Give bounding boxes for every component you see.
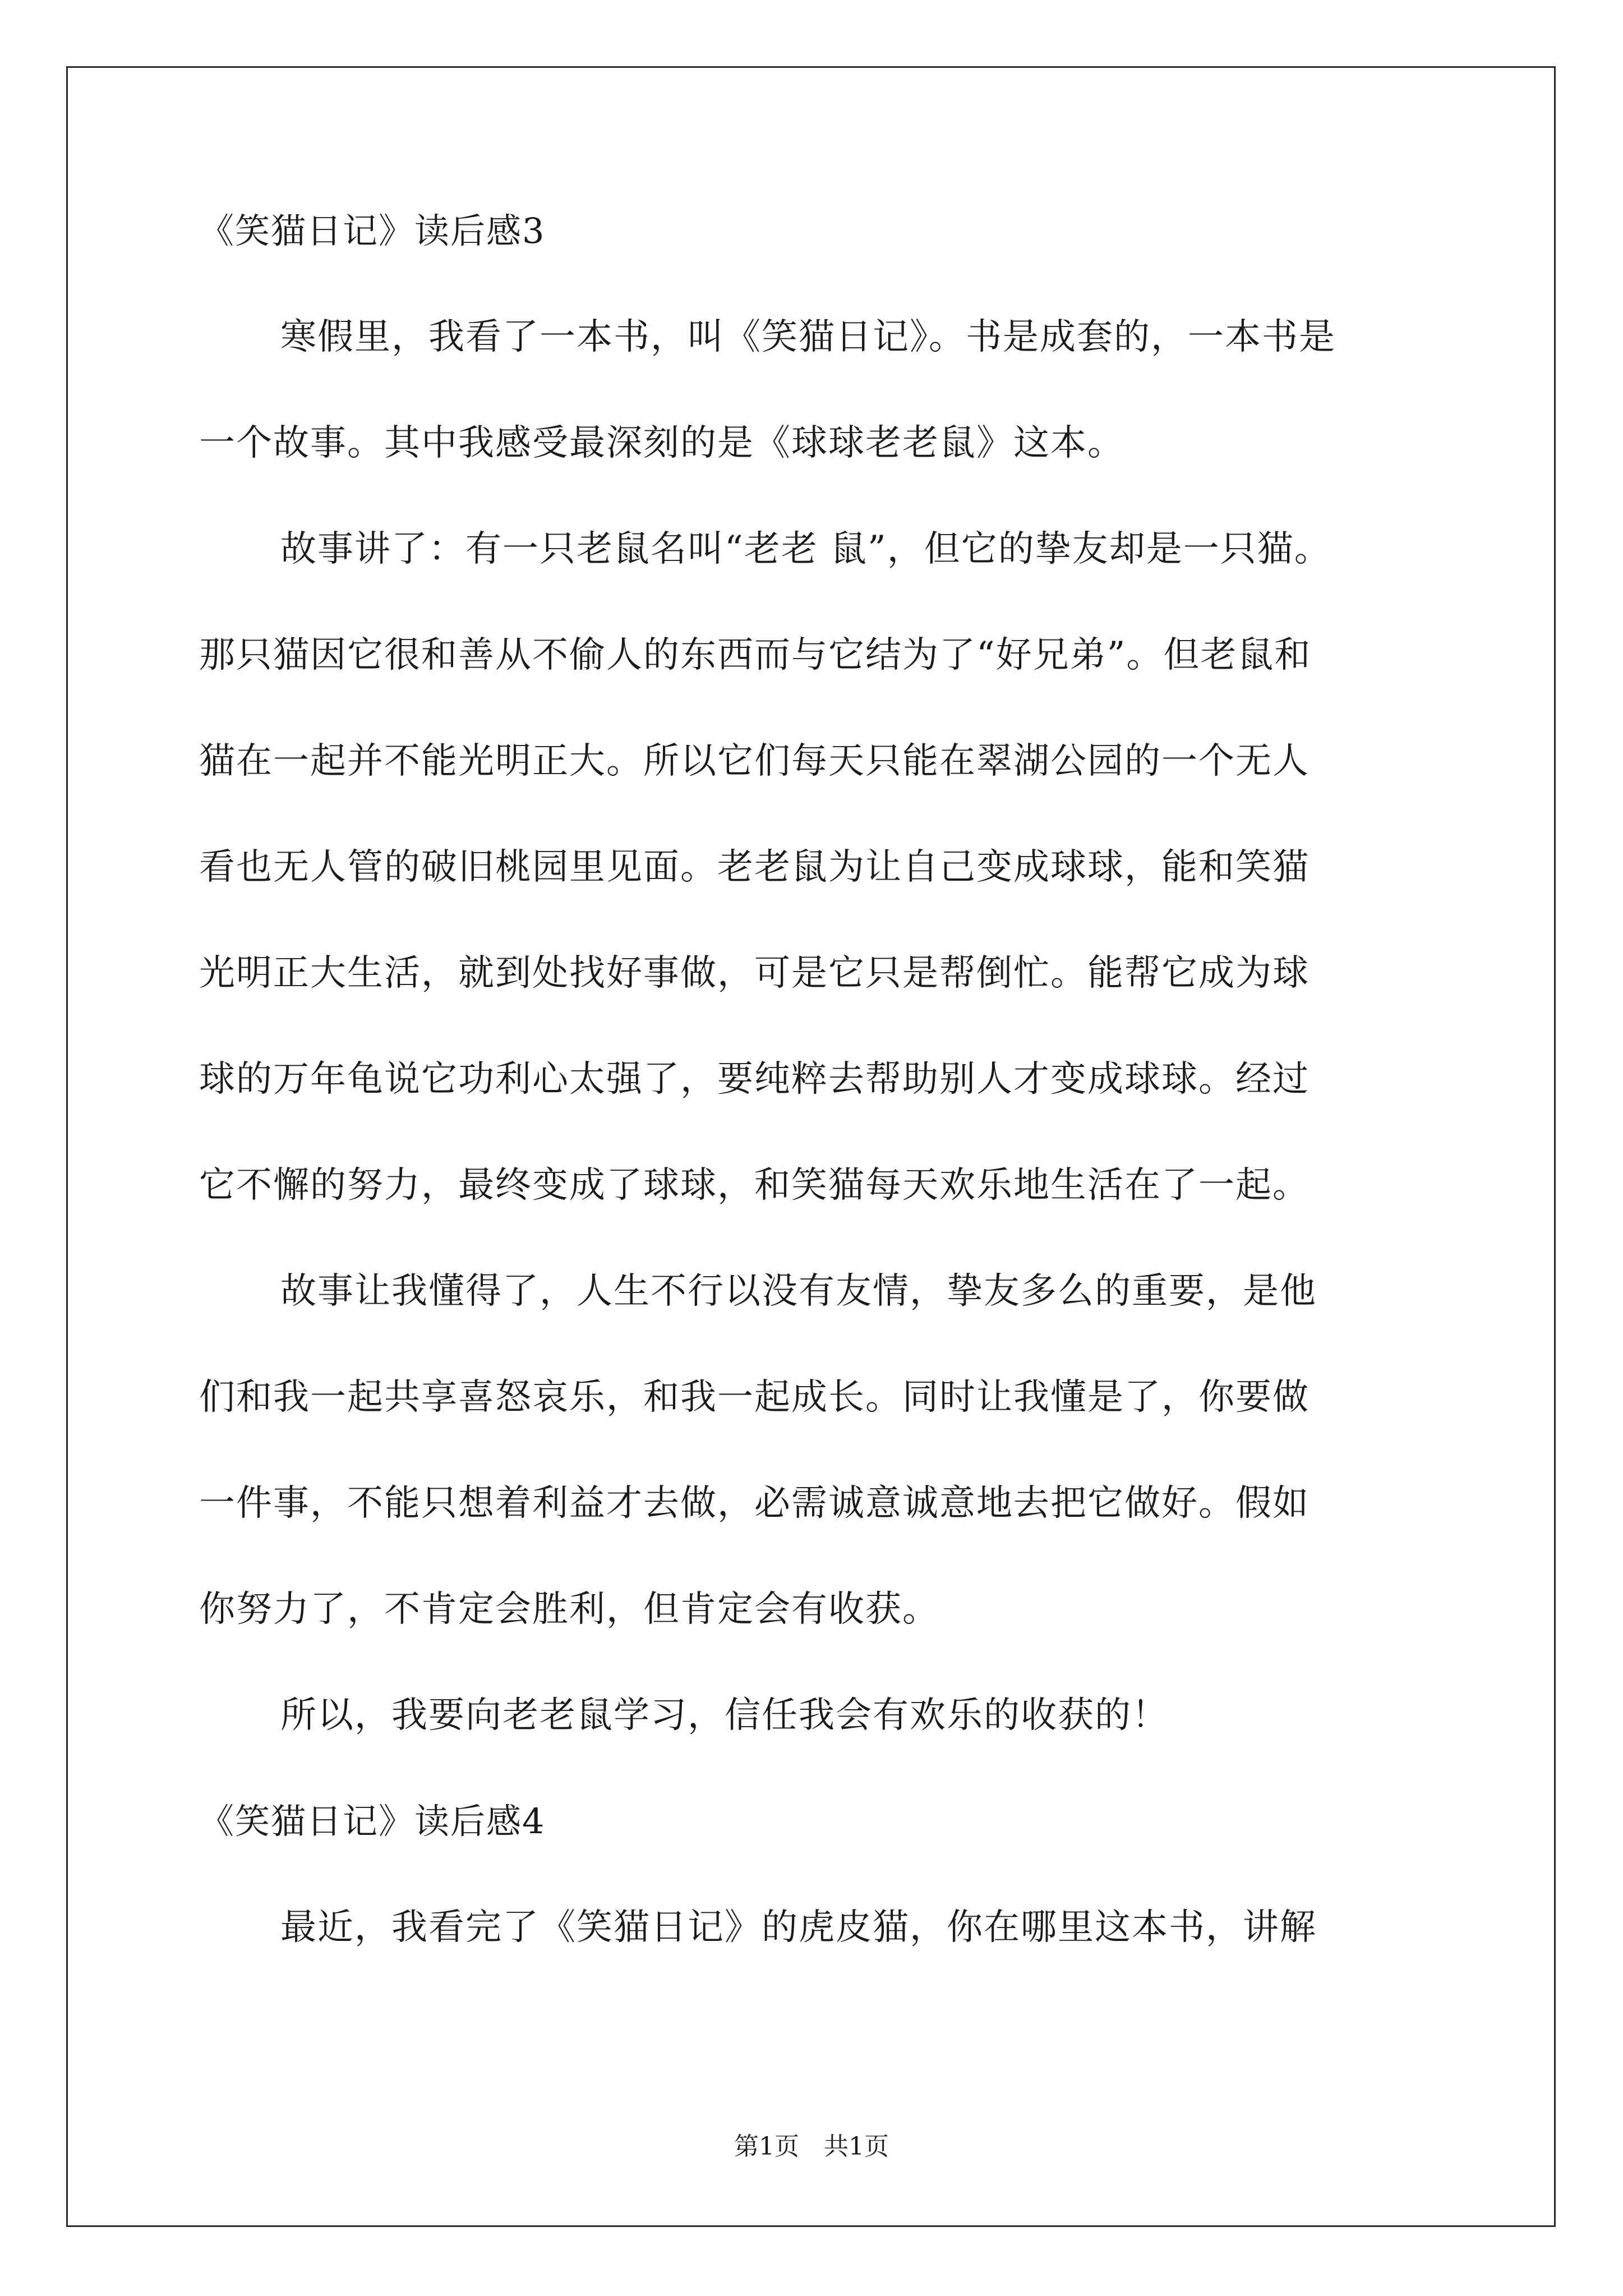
paragraph-line: 猫在一起并不能光明正大。所以它们每天只能在翠湖公园的一个无人: [199, 740, 1310, 782]
paragraph-line: 那只猫因它很和善从不偷人的东西而与它结为了“好兄弟”。但老鼠和: [199, 634, 1312, 676]
paragraph-line: 故事讲了：有一只老鼠名叫“老老 鼠”，但它的挚友却是一只猫。: [280, 528, 1331, 570]
paragraph-line: 最近，我看完了《笑猫日记》的虎皮猫，你在哪里这本书，讲解: [280, 1907, 1317, 1948]
paragraph-line: 球的万年龟说它功利心太强了，要纯粹去帮助别人才变成球球。经过: [199, 1059, 1310, 1100]
paragraph-line: 所以，我要向老老鼠学习，信任我会有欢乐的收获的！: [280, 1695, 1169, 1736]
page-footer: 第1页 共1页: [734, 2132, 889, 2161]
paragraph-line: 们和我一起共享喜怒哀乐，和我一起成长。同时让我懂是了，你要做: [199, 1377, 1310, 1418]
paragraph-line: 光明正大生活，就到处找好事做，可是它只是帮倒忙。能帮它成为球: [199, 953, 1310, 994]
paragraph-line: 故事让我懂得了，人生不行以没有友情，挚友多么的重要，是他: [280, 1271, 1317, 1312]
paragraph-line: 看也无人管的破旧桃园里见面。老老鼠为让自己变成球球，能和笑猫: [199, 846, 1310, 888]
paragraph-line: 一件事，不能只想着利益才去做，必需诚意诚意地去把它做好。假如: [199, 1483, 1310, 1524]
document-body: [199, 210, 1424, 2016]
section-title-3: 《笑猫日记》读后感3: [199, 210, 546, 251]
paragraph-line: 你努力了，不肯定会胜利，但肯定会有收获。: [199, 1589, 939, 1630]
paragraph-line: 寒假里，我看了一本书，叫《笑猫日记》。书是成套的，一本书是: [280, 316, 1336, 358]
paragraph-line: 一个故事。其中我感受最深刻的是《球球老老鼠》这本。: [199, 422, 1124, 464]
section-title-4: 《笑猫日记》读后感4: [199, 1801, 546, 1842]
paragraph-line: 它不懈的努力，最终变成了球球，和笑猫每天欢乐地生活在了一起。: [199, 1165, 1310, 1206]
